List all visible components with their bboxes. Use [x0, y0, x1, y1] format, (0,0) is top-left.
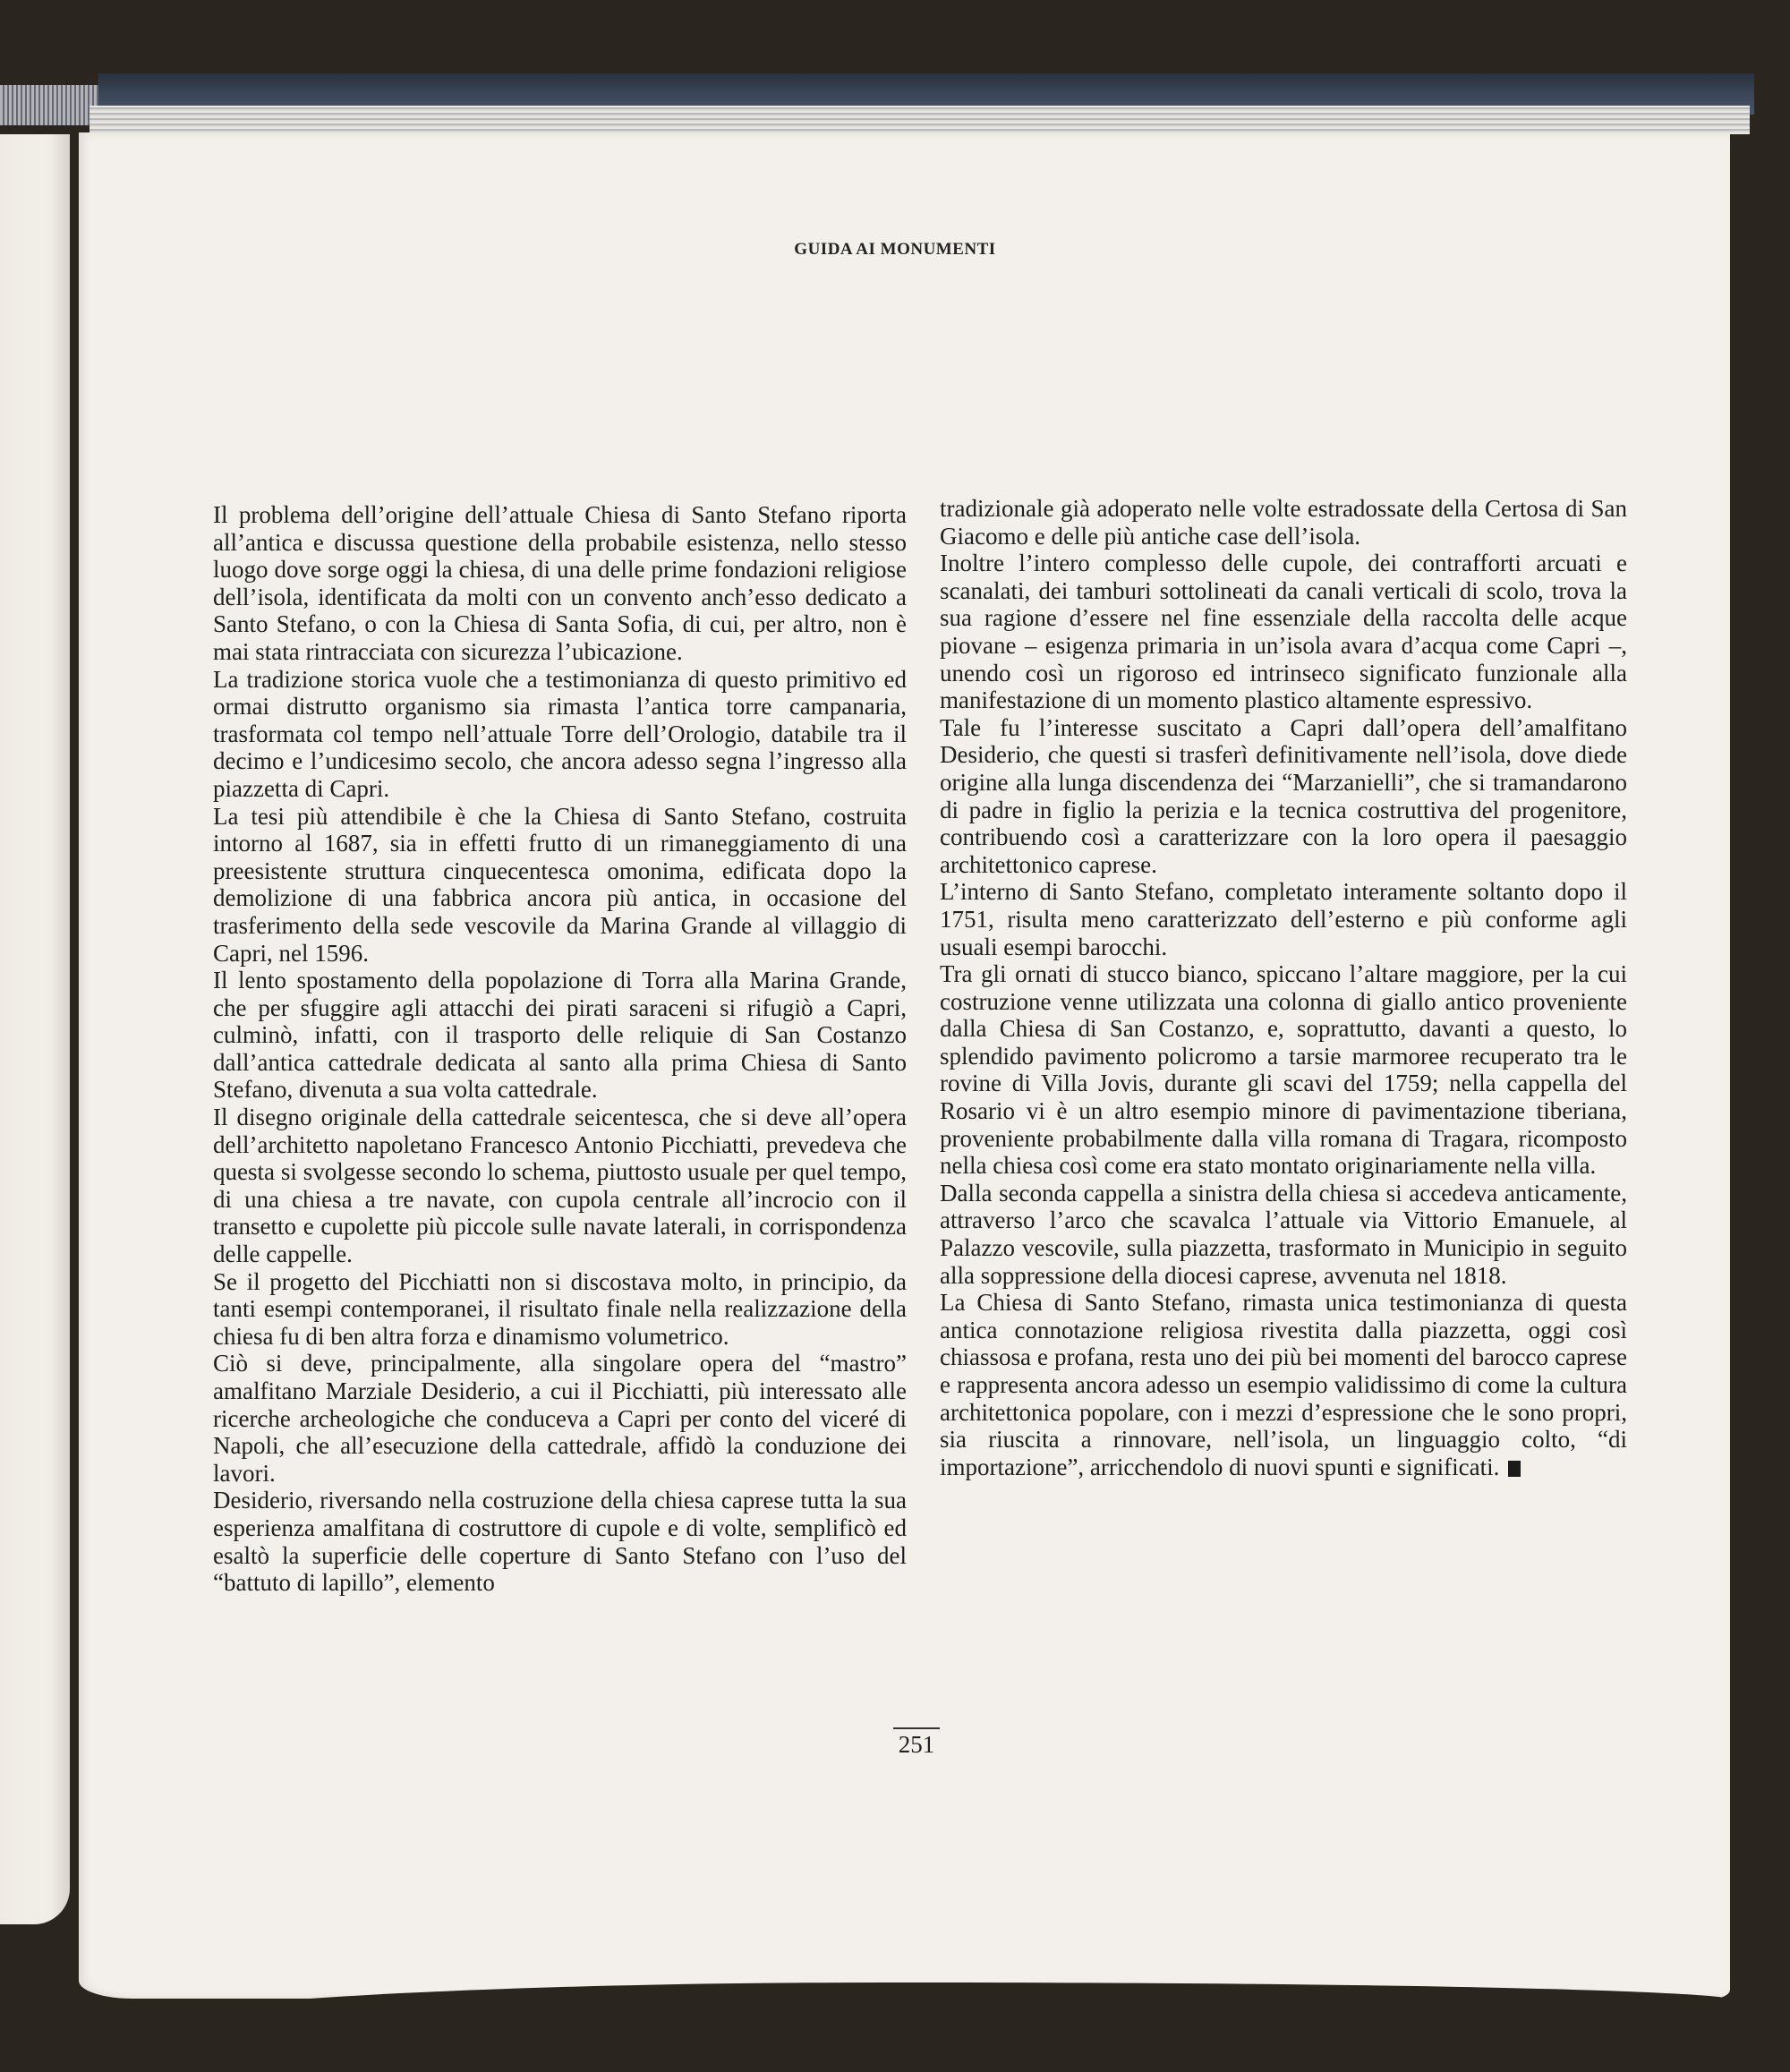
running-head: GUIDA AI MONUMENTI [794, 240, 996, 259]
paragraph: Tale fu l’interesse suscitato a Capri dall’opera dell’amalfitano Desiderio, che questi si trasferì definitivamente nell’isola, dove diede origine alla lunga discendenza dei “Marzanielli”, che si tramandarono di padre in figlio la perizia e la tecnica costruttiva del progenitore, contribuendo così a caratterizzare con la loro opera il paesaggio architettonico caprese. [940, 713, 1627, 878]
black-square-icon [1508, 1461, 1521, 1477]
paragraph: L’interno di Santo Stefano, completato interamente soltanto dopo il 1751, risulta meno caratterizzato dell’esterno e più conforme agli usuali esempi barocchi. [940, 878, 1627, 960]
paragraph: Inoltre l’intero complesso delle cupole, dei contrafforti arcuati e scanalati, dei tamburi sottolineati da canali verticali di scolo, trova la sua ragione d’essere nel fine essenziale della raccolta delle acque piovane – esigenza primaria in un’isola avara d’acqua come Capri –, unendo così un rigoroso ed intrinseco significato funzionale alla manifestazione di un momento plastico altamente espressivo. [940, 550, 1627, 714]
paragraph: Desiderio, riversando nella costruzione della chiesa caprese tutta la sua esperienza amalfitana di costruttore di cupole e di volte, semplificò ed esaltò la superficie delle coperture di Santo Stefano con l’uso del “battuto di lapillo”, elemento [213, 1487, 907, 1597]
page-number: 251 [893, 1727, 940, 1759]
paragraph: Il lento spostamento della popolazione di Torra alla Marina Grande, che per sfuggire agli attacchi dei pirati saraceni si rifugiò a Capri, culminò, infatti, con il trasporto delle reliquie di San Costanzo dall’antica cattedrale dedicata al santo alla prima Chiesa di Santo Stefano, divenuta a sua volta cattedrale. [213, 967, 907, 1104]
paragraph: Ciò si deve, principalmente, alla singolare opera del “mastro” amalfitano Marziale Desiderio, a cui il Picchiatti, più interessato alle ricerche archeologiche che conduceva a Capri per conto del viceré di Napoli, che all’esecuzione della cattedrale, affidò la conduzione dei lavori. [213, 1350, 907, 1487]
paragraph: tradizionale già adoperato nelle volte estradossate della Certosa di San Giacomo e delle più antiche case dell’isola. [940, 495, 1627, 550]
page-stack-edges [90, 106, 1750, 134]
paragraph: Tra gli ornati di stucco bianco, spiccano l’altare maggiore, per la cui costruzione venne utilizzata una colonna di giallo antico proveniente dalla Chiesa di San Costanzo, e, soprattutto, davanti a questo, lo splendido pavimento policromo a tarsie marmoree recuperato tra le rovine di Villa Jovis, durante gli scavi del 1759; nella cappella del Rosario vi è un altro esempio minore di pavimentazione tiberiana, proveniente probabilmente dalla villa romana di Tragara, ricomposto nella chiesa così come era stato montato originariamente nella villa. [940, 960, 1627, 1180]
left-page-edges [0, 85, 98, 125]
paragraph: La tesi più attendibile è che la Chiesa di Santo Stefano, costruita intorno al 1687, sia in effetti frutto di un rimaneggiamento di una preesistente struttura cinquecentesca omonima, edificata dopo la demolizione di una fabbrica ancora più antica, in occasione del trasferimento della sede vescovile da Marina Grande al villaggio di Capri, nel 1596. [213, 802, 907, 967]
left-text-column [213, 501, 907, 1597]
paragraph-text: La Chiesa di Santo Stefano, rimasta unica testimonianza di questa antica connotazione religiosa rivestita dalla piazzetta, oggi così chiassosa e profana, resta uno dei più bei momenti del barocco caprese e rappresenta ancora adesso un esempio validissimo di come la cultura architettonica popolare, con i mezzi d’espressione che le sono propri, sia riuscita a rinnovare, nell’isola, un linguaggio colto, “di importazione”, arricchendolo di nuovi spunti e significati. [940, 1289, 1627, 1480]
facing-page-edge [0, 134, 70, 1924]
paragraph: La tradizione storica vuole che a testimonianza di questo primitivo ed ormai distrutto organismo sia rimasta l’antica torre campanaria, trasformata col tempo nell’attuale Torre dell’Orologio, databile tra il decimo e l’undicesimo secolo, che ancora adesso segna l’ingresso alla piazzetta di Capri. [213, 665, 907, 802]
paragraph: Il problema dell’origine dell’attuale Chiesa di Santo Stefano riporta all’antica e discussa questione della probabile esistenza, nello stesso luogo dove sorge oggi la chiesa, di una delle prime fondazioni religiose dell’isola, identificata da molti con un convento anch’esso dedicato a Santo Stefano, o con la Chiesa di Santa Sofia, di cui, per altro, non è mai stata rintracciata con sicurezza l’ubicazione. [213, 501, 907, 665]
paragraph: Se il progetto del Picchiatti non si discostava molto, in principio, da tanti esempi contemporanei, il risultato finale nella realizzazione della chiesa fu di ben altra forza e dinamismo volumetrico. [213, 1267, 907, 1350]
paragraph: Dalla seconda cappella a sinistra della chiesa si accedeva anticamente, attraverso l’arco che scavalca l’attuale via Vittorio Emanuele, al Palazzo vescovile, sulla piazzetta, trasformato in Municipio in seguito alla soppressione della diocesi caprese, avvenuta nel 1818. [940, 1179, 1627, 1289]
final-paragraph [940, 1289, 1627, 1480]
paragraph: Il disegno originale della cattedrale seicentesca, che si deve all’opera dell’architetto napoletano Francesco Antonio Picchiatti, prevedeva che questa si svolgesse secondo lo schema, piuttosto usuale per quel tempo, di una chiesa a tre navate, con cupola centrale all’incrocio con il transetto e cupolette più piccole sulle navate laterali, in corrispondenza delle cappelle. [213, 1104, 907, 1268]
right-text-column [940, 495, 1627, 1480]
